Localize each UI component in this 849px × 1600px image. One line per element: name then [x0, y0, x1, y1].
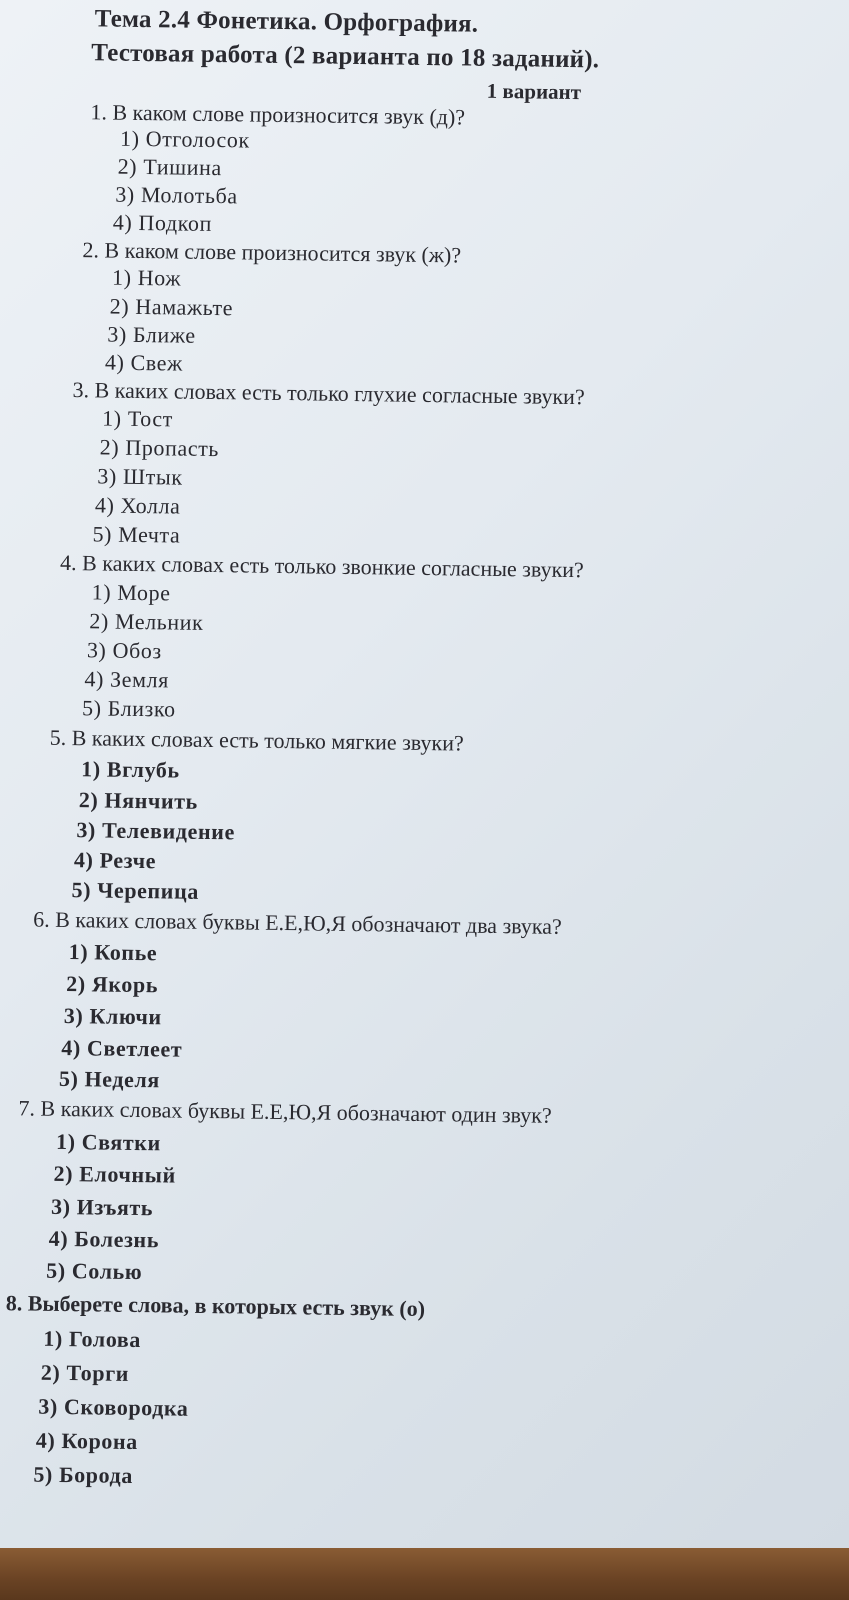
question-3-option-2: 2) Пропасть — [99, 434, 220, 462]
question-7-option-2: 2) Елочный — [53, 1160, 177, 1188]
variant-label: 1 вариант — [486, 78, 582, 105]
question-5-option-3: 3) Телевидение — [76, 817, 236, 845]
question-3-option-1: 1) Тост — [101, 405, 174, 432]
question-7-option-4: 4) Болезнь — [48, 1225, 160, 1253]
question-2-option-3: 3) Ближе — [107, 321, 196, 348]
question-1: 1. В каком слове произносится звук (д)? — [90, 99, 466, 130]
question-3-option-3: 3) Штык — [97, 463, 183, 490]
question-7-option-5: 5) Солью — [46, 1257, 143, 1285]
question-5: 5. В каких словах есть только мягкие звуки? — [49, 724, 464, 756]
question-7-option-1: 1) Святки — [55, 1128, 161, 1156]
question-6-option-1: 1) Копье — [68, 939, 158, 966]
question-1-option-2: 2) Тишина — [117, 153, 223, 181]
question-7-option-3: 3) Изъять — [50, 1193, 154, 1221]
question-6: 6. В каких словах буквы Е.Е,Ю,Я обозначают два звука? — [32, 906, 562, 939]
question-5-option-1: 1) Вглубь — [81, 756, 180, 783]
question-4-option-1: 1) Море — [91, 579, 171, 606]
question-4-option-5: 5) Близко — [81, 695, 176, 722]
question-4: 4. В каких словах есть только звонкие согласные звуки? — [59, 549, 584, 583]
question-5-option-5: 5) Черепица — [71, 877, 200, 904]
question-8-option-4: 4) Корона — [35, 1427, 139, 1455]
question-3: 3. В каких словах есть только глухие согласные звуки? — [72, 377, 585, 410]
question-5-option-2: 2) Нянчить — [78, 787, 199, 814]
question-2-option-1: 1) Нож — [111, 264, 182, 291]
question-1-option-3: 3) Молотьба — [115, 181, 238, 209]
question-3-option-4: 4) Холла — [94, 492, 181, 519]
question-5-option-4: 4) Резче — [73, 847, 157, 874]
question-2-option-2: 2) Намажьте — [109, 293, 234, 321]
question-3-option-5: 5) Мечта — [92, 521, 181, 548]
question-2-option-4: 4) Свеж — [104, 349, 184, 376]
question-4-option-3: 3) Обоз — [86, 637, 162, 664]
question-8-option-5: 5) Борода — [33, 1461, 134, 1488]
document-subtitle: Тестовая работа (2 варианта по 18 заданий). — [91, 39, 600, 74]
question-8: 8. Выберете слова, в которых есть звук (о) — [5, 1290, 426, 1322]
question-8-option-3: 3) Сковородка — [38, 1393, 189, 1421]
question-8-option-1: 1) Голова — [43, 1325, 142, 1353]
question-8-option-2: 2) Торги — [40, 1359, 130, 1386]
question-4-option-2: 2) Мельник — [89, 608, 204, 635]
question-2: 2. В каком слове произносится звук (ж)? — [82, 237, 462, 268]
question-1-option-4: 4) Подкоп — [112, 209, 213, 236]
question-6-option-4: 4) Светлеет — [61, 1034, 183, 1062]
desk-surface — [0, 1548, 849, 1600]
question-6-option-5: 5) Неделя — [58, 1065, 161, 1093]
question-6-option-3: 3) Ключи — [63, 1002, 162, 1030]
question-7: 7. В каких словах буквы Е.Е,Ю,Я обозначают один звук? — [18, 1095, 552, 1128]
question-4-option-4: 4) Земля — [84, 666, 170, 693]
question-1-option-1: 1) Отголосок — [119, 125, 250, 153]
document-title: Тема 2.4 Фонетика. Орфография. — [94, 5, 479, 38]
question-6-option-2: 2) Якорь — [66, 971, 159, 998]
